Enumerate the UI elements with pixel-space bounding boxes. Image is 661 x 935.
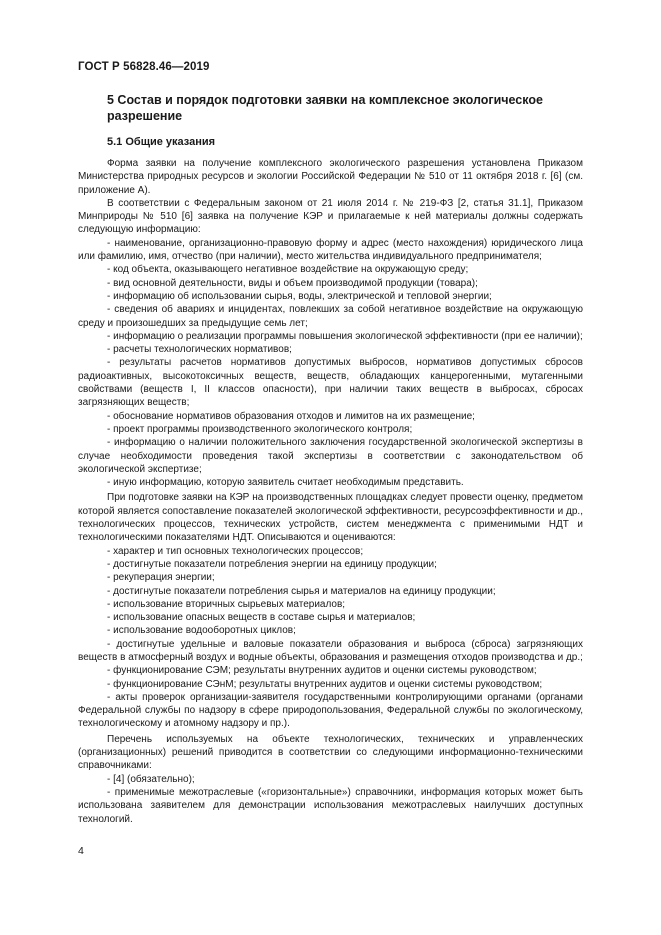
document-body bbox=[78, 157, 583, 826]
list-item: - информацию о наличии положительного заключения государственной экологической экспертизы в случае необходимости проведения такой экспертизы в соответствии с законодательством об экологической экспертизе; bbox=[78, 437, 583, 475]
document-code-header: ГОСТ Р 56828.46—2019 bbox=[78, 61, 210, 73]
list-item: - акты проверок организации-заявителя государственными контролирующими органами (органами Федеральной службы по надзору в сфере природопользования, Федеральной службы по экологическому, технологическому и атомному надзору и пр.). bbox=[78, 691, 583, 730]
paragraph: Форма заявки на получение комплексного экологического разрешения установлена Приказом Министерства природных ресурсов и экологии Российской Федерации № 510 от 11 октября 2018 г. [6] (см. приложение А). bbox=[78, 158, 583, 196]
list-item: - [4] (обязательно); bbox=[107, 773, 195, 785]
list-item: - применимые межотраслевые («горизонтальные») справочники, информация которых может быть использована заявителем для демонстрации использования межотраслевых наилучших доступных технологий. bbox=[78, 786, 583, 825]
list-item: - проект программы производственного экологического контроля; bbox=[107, 423, 413, 435]
list-item: - характер и тип основных технологических процессов; bbox=[107, 545, 364, 557]
list-item: - расчеты технологических нормативов; bbox=[107, 344, 292, 356]
list-item: - функционирование СЭМ; результаты внутренних аудитов и оценки системы руководством; bbox=[107, 665, 537, 677]
paragraph: Перечень используемых на объекте технологических, технических и управленческих (организационных) решений приводится в соответствии со следующими информационно-техническими справочниками: bbox=[78, 733, 583, 772]
page-number: 4 bbox=[78, 845, 84, 857]
list-item: - использование вторичных сырьевых материалов; bbox=[107, 598, 346, 610]
list-item: - использование водооборотных циклов; bbox=[107, 625, 296, 637]
list-item: - достигнутые показатели потребления сырья и материалов на единицу продукции; bbox=[107, 585, 496, 597]
list-item: - достигнутые показатели потребления энергии на единицу продукции; bbox=[107, 558, 437, 570]
subsection-heading: 5.1 Общие указания bbox=[107, 136, 216, 148]
list-item: - иную информацию, которую заявитель считает необходимым представить. bbox=[107, 477, 464, 489]
section-heading: 5 Состав и порядок подготовки заявки на комплексное экологическое разрешение bbox=[107, 93, 543, 123]
paragraph: При подготовке заявки на КЭР на производственных площадках следует провести оценку, предметом которой является сопоставление показателей экологической эффективности, ресурсоэффективности и др., технологических процессов, технических устройств, систем менеджмента с применимыми НДТ и технологическими показателями НДТ. Описываются и оцениваются: bbox=[78, 492, 583, 544]
paragraph: В соответствии с Федеральным законом от 21 июля 2014 г. № 219-ФЗ [2, статья 31.1], Приказом Минприроды № 510 [6] заявка на получение КЭР и прилагаемые к ней материалы должны содержать следующую информацию: bbox=[78, 197, 583, 236]
list-item: - наименование, организационно-правовую форму и адрес (место нахождения) юридического лица или фамилию, имя, отчество (при наличии), место жительства индивидуального предпринимателя; bbox=[78, 237, 583, 263]
list-item: - использование опасных веществ в составе сырья и материалов; bbox=[107, 612, 416, 624]
list-item: - рекуперация энергии; bbox=[107, 572, 215, 584]
list-item: - достигнутые удельные и валовые показатели образования и выброса (сброса) загрязняющих веществ в атмосферный воздух и водные объекты, образования и размещения отходов производства и др.; bbox=[78, 638, 583, 663]
list-item: - информацию о реализации программы повышения экологической эффективности (при ее наличии); bbox=[107, 330, 583, 342]
list-item: - результаты расчетов нормативов допустимых выбросов, нормативов допустимых сбросов радиоактивных, высокотоксичных веществ, веществ, обладающих канцерогенными, мутагенными свойствами (веществ I, II классов опасности), при наличии таких веществ в выбросах, сбросах загрязняющих веществ; bbox=[78, 357, 583, 409]
list-item: - вид основной деятельности, виды и объем производимой продукции (товара); bbox=[107, 277, 478, 289]
list-item: - информацию об использовании сырья, воды, электрической и тепловой энергии; bbox=[107, 290, 492, 302]
list-item: - сведения об авариях и инцидентах, повлекших за собой негативное воздействие на окружающую среду и произошедших за предыдущие семь лет; bbox=[78, 304, 583, 329]
list-item: - обоснование нормативов образования отходов и лимитов на их размещение; bbox=[107, 410, 475, 422]
list-item: - функционирование СЭнМ; результаты внутренних аудитов и оценки системы руководством; bbox=[107, 678, 543, 690]
list-item: - код объекта, оказывающего негативное воздействие на окружающую среду; bbox=[107, 264, 469, 276]
